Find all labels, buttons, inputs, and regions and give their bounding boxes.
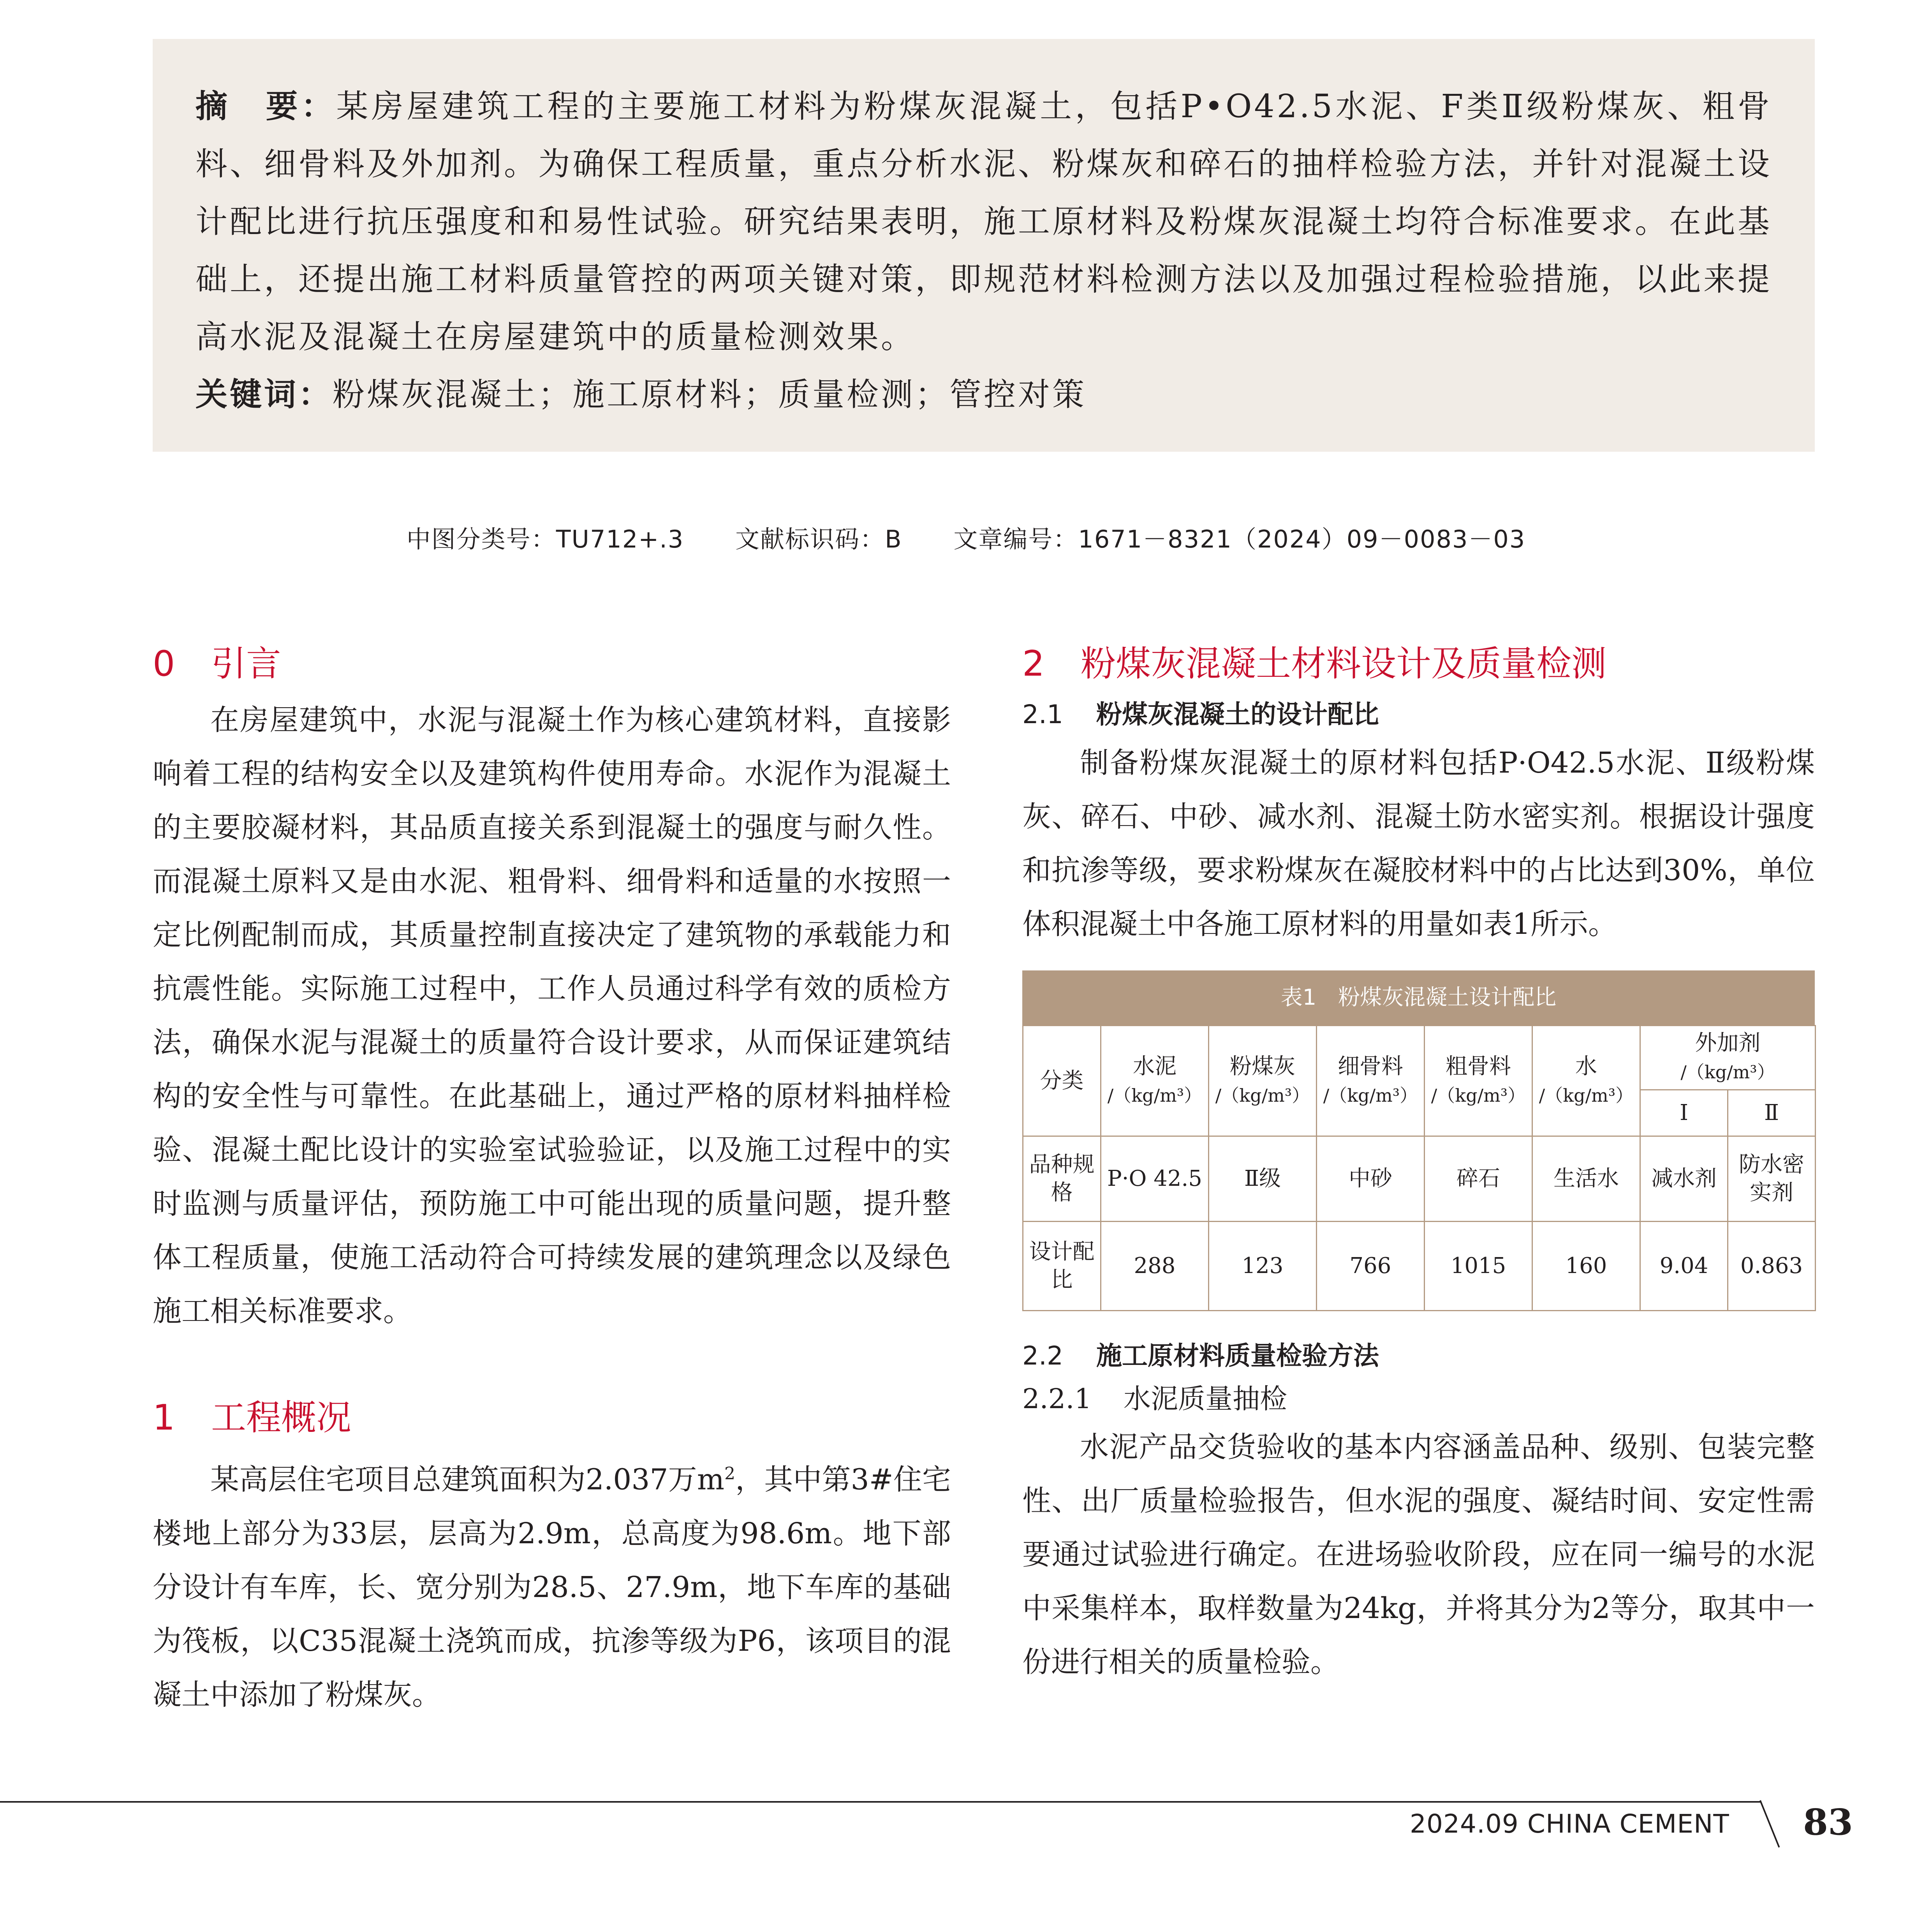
header-additive-1: Ⅰ (1640, 1090, 1728, 1136)
row-label: 品种规格 (1023, 1136, 1101, 1222)
table-cell: 中砂 (1317, 1136, 1425, 1222)
journal-name: 2024.09 CHINA CEMENT (1410, 1809, 1729, 1839)
table-cell: 9.04 (1640, 1222, 1728, 1311)
section-1-heading: 1 工程概况 (153, 1397, 351, 1438)
page-number: 83 (1803, 1801, 1853, 1843)
header-fine-aggregate: 细骨料 /（kg/m³） (1317, 1026, 1425, 1136)
abstract (195, 78, 1772, 366)
table-1 (1022, 970, 1815, 1311)
header-cement: 水泥 /（kg/m³） (1101, 1026, 1209, 1136)
abstract-label: 摘 要： (195, 88, 336, 125)
section-2-2-1-heading: 2.2.1 水泥质量抽检 (1022, 1383, 1287, 1415)
table-cell: 防水密实剂 (1728, 1136, 1816, 1222)
table-cell: 160 (1532, 1222, 1640, 1311)
keywords-text: 粉煤灰混凝土；施工原材料；质量检测；管控对策 (333, 376, 1087, 413)
header-flyash: 粉煤灰 /（kg/m³） (1209, 1026, 1317, 1136)
row-label: 设计配比 (1023, 1222, 1101, 1311)
keywords-label: 关键词： (195, 376, 333, 413)
table-cell: P·O 42.5 (1101, 1136, 1209, 1222)
footer-rule (0, 1801, 1760, 1803)
table-1-title: 表1 粉煤灰混凝土设计配比 (1022, 970, 1815, 1025)
table-cell: 0.863 (1728, 1222, 1816, 1311)
header-additive-2: Ⅱ (1728, 1090, 1816, 1136)
header-coarse-aggregate: 粗骨料 /（kg/m³） (1425, 1026, 1532, 1136)
table-cell: 减水剂 (1640, 1136, 1728, 1222)
table-cell: Ⅱ级 (1209, 1136, 1317, 1222)
table-cell: 288 (1101, 1222, 1209, 1311)
header-additive: 外加剂 /（kg/m³） (1640, 1026, 1816, 1090)
section-2-1-heading: 2.1 粉煤灰混凝土的设计配比 (1022, 699, 1379, 729)
keywords (195, 366, 1772, 424)
table-row (1023, 1222, 1816, 1311)
section-1-paragraph: 某高层住宅项目总建筑面积为2.037万$m^2$，其中第3#住宅楼地上部分为33层，层高为2.9m，总高度为98.6m。地下部分设计有车库，长、宽分别为28.5、27.9m，地下车库的基础为筏板，以C35混凝土浇筑而成，抗渗等级为P6，该项目的混凝土中添加了粉煤灰。 (153, 1463, 951, 1712)
section-2-heading: 2 粉煤灰混凝土材料设计及质量检测 (1022, 643, 1606, 684)
table-cell: 生活水 (1532, 1136, 1640, 1222)
header-water: 水 /（kg/m³） (1532, 1026, 1640, 1136)
table-1-grid (1022, 1025, 1816, 1311)
footer-slash (1759, 1800, 1780, 1848)
table-row (1023, 1136, 1816, 1222)
classification-line (0, 520, 1932, 555)
abstract-box (153, 39, 1815, 452)
clc-number: 中图分类号：TU712+.3 (406, 525, 684, 553)
table-cell: 碎石 (1425, 1136, 1532, 1222)
section-2-2-heading: 2.2 施工原材料质量检验方法 (1022, 1341, 1379, 1371)
article-number: 文章编号：1671－8321（2024）09－0083－03 (953, 525, 1526, 553)
table-cell: 1015 (1425, 1222, 1532, 1311)
table-cell: 766 (1317, 1222, 1425, 1311)
document-code: 文献标识码：B (735, 525, 902, 553)
section-2-1-paragraph: 制备粉煤灰混凝土的原材料包括P·O42.5水泥、Ⅱ级粉煤灰、碎石、中砂、减水剂、混凝土防水密实剂。根据设计强度和抗渗等级，要求粉煤灰在凝胶材料中的占比达到30%，单位体积混凝土中各施工原材料的用量如表1所示。 (1022, 746, 1815, 941)
section-2-2-1-paragraph: 水泥产品交货验收的基本内容涵盖品种、级别、包装完整性、出厂质量检验报告，但水泥的强度、凝结时间、安定性需要通过试验进行确定。在进场验收阶段，应在同一编号的水泥中采集样本，取样数量为24kg，并将其分为2等分，取其中一份进行相关的质量检验。 (1022, 1430, 1815, 1679)
section-0-heading: 0 引言 (153, 643, 281, 684)
table-cell: 123 (1209, 1222, 1317, 1311)
left-column (153, 635, 951, 1722)
right-column (1022, 635, 1815, 1689)
section-0-paragraph: 在房屋建筑中，水泥与混凝土作为核心建筑材料，直接影响着工程的结构安全以及建筑构件使用寿命。水泥作为混凝土的主要胶凝材料，其品质直接关系到混凝土的强度与耐久性。而混凝土原料又是由水泥、粗骨料、细骨料和适量的水按照一定比例配制而成，其质量控制直接决定了建筑物的承载能力和抗震性能。实际施工过程中，工作人员通过科学有效的质检方法，确保水泥与混凝土的质量符合设计要求，从而保证建筑结构的安全性与可靠性。在此基础上，通过严格的原材料抽样检验、混凝土配比设计的实验室试验验证，以及施工过程中的实时监测与质量评估，预防施工中可能出现的质量问题，提升整体工程质量，使施工活动符合可持续发展的建筑理念以及绿色施工相关标准要求。 (153, 703, 951, 1328)
abstract-text: 某房屋建筑工程的主要施工材料为粉煤灰混凝土，包括P•O42.5水泥、F类Ⅱ级粉煤灰、粗骨料、细骨料及外加剂。为确保工程质量，重点分析水泥、粉煤灰和碎石的抽样检验方法，并针对混凝土设计配比进行抗压强度和和易性试验。研究结果表明，施工原材料及粉煤灰混凝土均符合标准要求。在此基础上，还提出施工材料质量管控的两项关键对策，即规范材料检测方法以及加强过程检验措施，以此来提高水泥及混凝土在房屋建筑中的质量检测效果。 (195, 88, 1772, 356)
header-category: 分类 (1023, 1026, 1101, 1136)
